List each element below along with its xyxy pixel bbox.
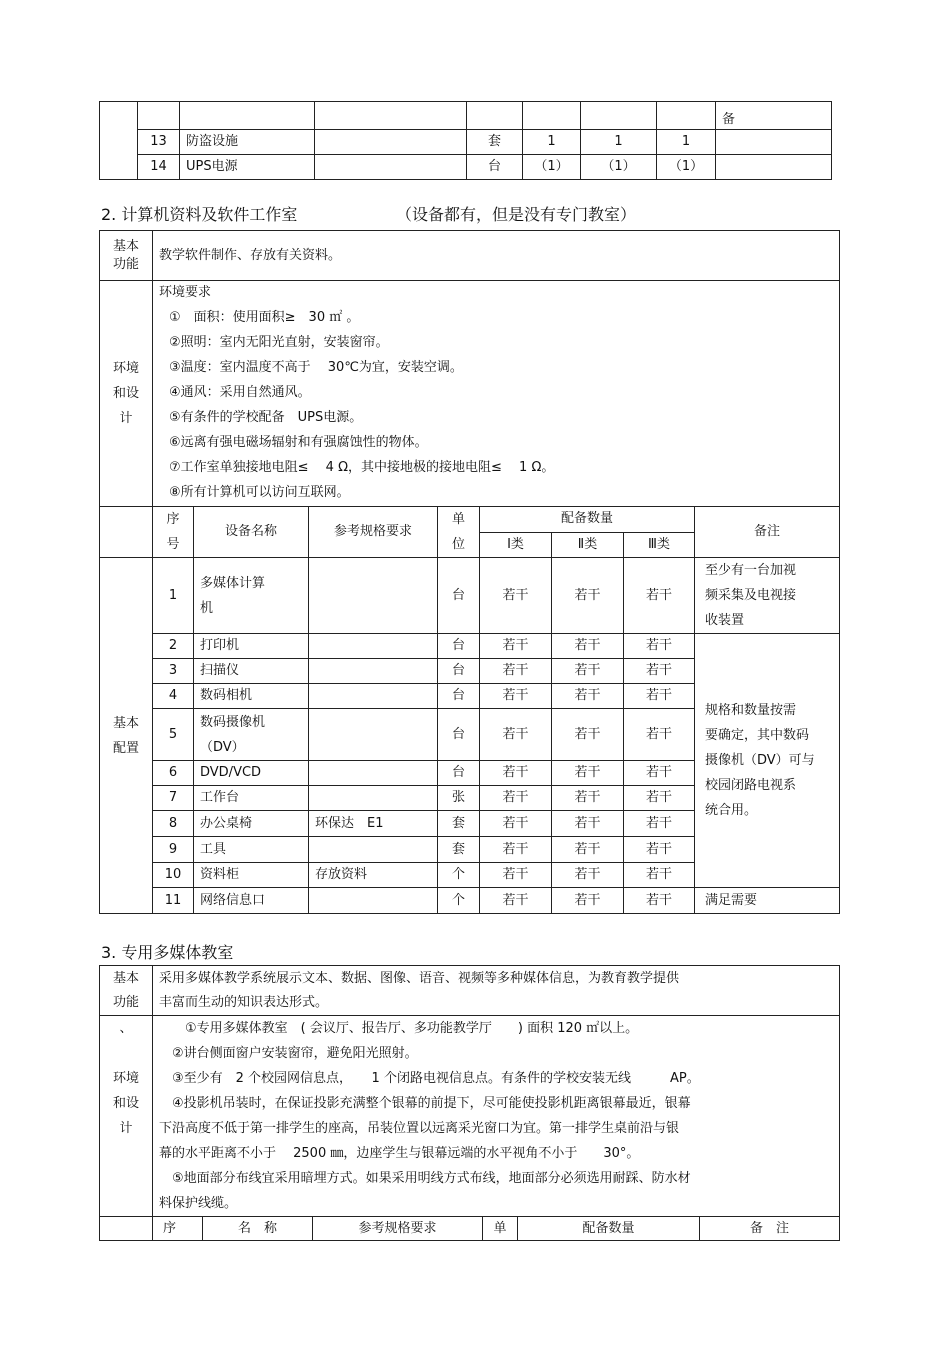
header-quantity: 配备数量 bbox=[518, 1217, 700, 1241]
header-name: 名 称 bbox=[203, 1217, 313, 1241]
section-2-title: 2. 计算机资料及软件工作室 bbox=[101, 205, 298, 224]
table-row: 6 DVD/VCD 台 若干 若干 若干 bbox=[100, 761, 840, 786]
header-name: 设备名称 bbox=[194, 507, 309, 558]
table-row: 8 办公桌椅 环保达 E1 套 若干 若干 若干 bbox=[100, 811, 840, 837]
blank-cell bbox=[100, 102, 138, 180]
section-2-table bbox=[99, 230, 840, 914]
header-class-1: Ⅰ类 bbox=[480, 532, 552, 558]
env-line: ⑧所有计算机可以访问互联网。 bbox=[169, 485, 350, 500]
table-row: 9 工具 套 若干 若干 若干 bbox=[100, 837, 840, 863]
environment-requirements bbox=[153, 281, 840, 507]
header-spec: 参考规格要求 bbox=[309, 507, 438, 558]
table-row: 14 UPS电源 台 （1） （1） （1） bbox=[100, 155, 832, 180]
section-3-table bbox=[99, 965, 840, 1241]
table-row: 基本 配置 1 多媒体计算 机 台 若干 若干 若干 至少有一台加视 频采集及电视接 收装置 bbox=[100, 558, 840, 634]
env-line: ②照明：室内无阳光直射，安装窗帘。 bbox=[169, 335, 389, 350]
table-row: 10 资料柜 存放资料 个 若干 若干 若干 bbox=[100, 863, 840, 888]
function-text: 教学软件制作、存放有关资料。 bbox=[153, 231, 840, 281]
header-no: 序 bbox=[153, 1217, 203, 1241]
table-row: 3 扫描仪 台 若干 若干 若干 bbox=[100, 659, 840, 684]
config-label: 基本 配置 bbox=[100, 558, 153, 914]
header-remark: 备注 bbox=[695, 507, 840, 558]
table-row: 4 数码相机 台 若干 若干 若干 bbox=[100, 684, 840, 709]
environment-label: 、 环境 和设 计 bbox=[100, 1016, 153, 1217]
header-unit: 单 位 bbox=[438, 507, 480, 558]
section-3-title: 3. 专用多媒体教室 bbox=[101, 943, 234, 962]
section-2-note: （设备都有，但是没有专门教室） bbox=[396, 205, 637, 224]
function-label: 基本 功能 bbox=[100, 231, 153, 281]
env-line: ⑤有条件的学校配备 UPS电源。 bbox=[169, 410, 363, 425]
environment-requirements: ①专用多媒体教室 ( 会议厅、报告厅、多功能教学厅 ) 面积 120 ㎡以上。 ②讲台侧面窗户安装窗帘，避免阳光照射。 ③至少有 2 个校园网信息点， 1 个闭路电视信息点。有条件的学校安装无线 AP。 ④投影机吊装时，在保证投影充满整个银幕的前提下，尽可能使投影机距离银幕最近，银幕 下沿高度不低于第一排学生的座高，吊装位置以远离采光窗口为宜。第一排学生桌前沿与银 幕的水平距离不小于 2500 ㎜，边座学生与银幕远端的水平视角不小于 30°。 ⑤地面部分布线宜采用暗埋方式。如果采用明线方式布线，地面部分必须选用耐踩、防水材 料保护线缆。 bbox=[153, 1016, 840, 1217]
env-line: 环境要求 bbox=[159, 285, 212, 300]
env-line: ① 面积：使用面积≥ 30 ㎡ 。 bbox=[169, 310, 360, 325]
table-row: 7 工作台 张 若干 若干 若干 bbox=[100, 786, 840, 811]
env-line: ⑥远离有强电磁场辐射和有强腐蚀性的物体。 bbox=[169, 435, 428, 450]
env-line: ④通风：采用自然通风。 bbox=[169, 385, 311, 400]
header-spec: 参考规格要求 bbox=[313, 1217, 483, 1241]
table-row: 13 防盗设施 套 1 1 1 bbox=[100, 130, 832, 155]
header-class-2: Ⅱ类 bbox=[552, 532, 624, 558]
env-line: ⑦工作室单独接地电阻≤ 4 Ω，其中接地极的接地电阻≤ 1 Ω。 bbox=[169, 460, 555, 475]
table-row: 5 数码摄像机 （DV） 台 若干 若干 若干 bbox=[100, 709, 840, 761]
environment-label: 环境 和设 计 bbox=[100, 281, 153, 507]
function-text: 采用多媒体教学系统展示文本、数据、图像、语音、视频等多种媒体信息，为教育教学提供 丰富而生动的知识表达形式。 bbox=[153, 966, 840, 1016]
table-row: 11 网络信息口 个 若干 若干 若干 满足需要 bbox=[100, 888, 840, 914]
table-row: 2 打印机 台 若干 若干 若干 规格和数量按需 要确定，其中数码 摄像机（DV）可与 校园闭路电视系 统合用。 bbox=[100, 634, 840, 659]
header-no: 序 号 bbox=[153, 507, 194, 558]
header-class-3: Ⅲ类 bbox=[624, 532, 695, 558]
function-label: 基本 功能 bbox=[100, 966, 153, 1016]
remark-header: 备 bbox=[716, 102, 832, 130]
top-equipment-table bbox=[99, 101, 832, 180]
header-unit: 单 bbox=[483, 1217, 518, 1241]
header-remark: 备 注 bbox=[700, 1217, 840, 1241]
header-quantity: 配备数量 bbox=[480, 507, 695, 533]
shared-remark: 规格和数量按需 要确定，其中数码 摄像机（DV）可与 校园闭路电视系 统合用。 bbox=[695, 634, 840, 888]
env-line: ③温度：室内温度不高于 30℃为宜，安装空调。 bbox=[169, 360, 463, 375]
